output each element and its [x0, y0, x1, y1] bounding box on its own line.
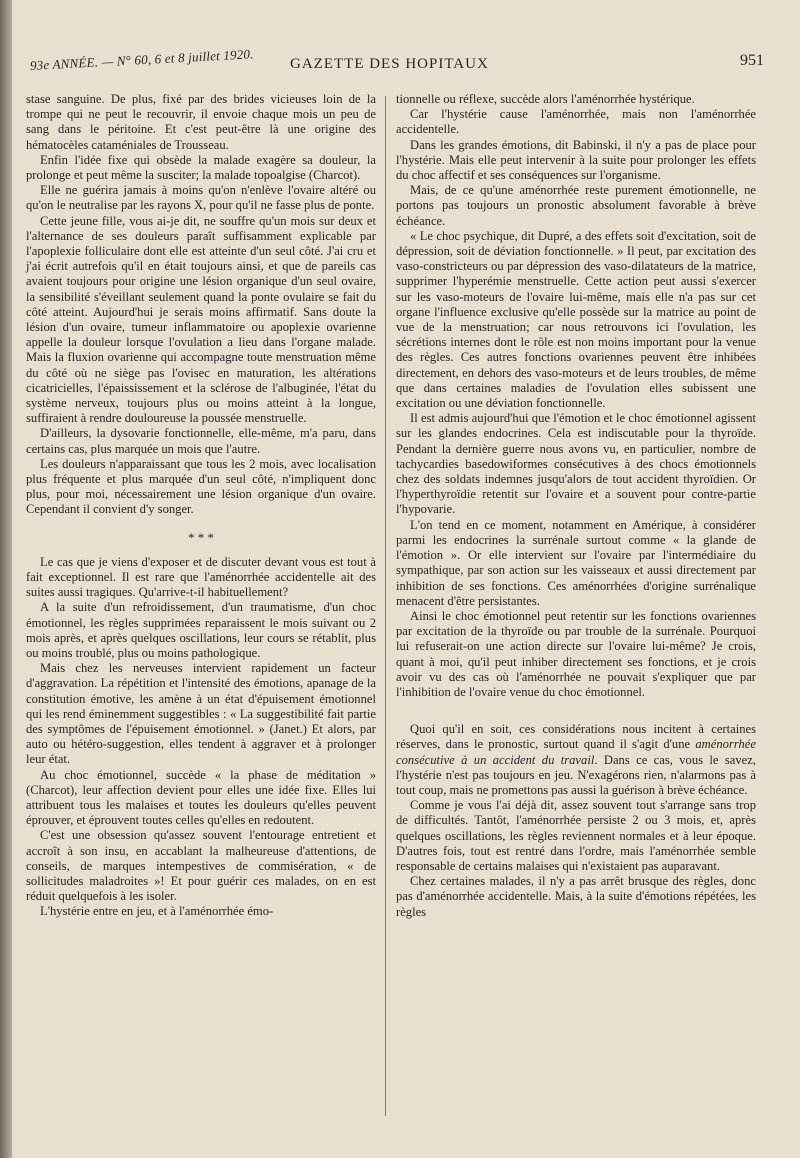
column-divider [385, 96, 386, 1116]
paragraph: Mais, de ce qu'une aménorrhée reste purement émotionnelle, ne portons pas toujours un pronostic absolument favorable à brève échéance. [396, 183, 756, 228]
paragraph: Cette jeune fille, vous ai-je dit, ne souffre qu'un mois sur deux et l'alternance de ses douleurs paraît suffisamment explicable par l'apoplexie folliculaire dont elle est atteinte d'un seul côté. J'ai cru et j'ai écrit autrefois qu'il en était toujours ainsi, et que de pareils cas avaient toujours pour origine une lésion organique d'un seul ovaire, la sensibilité s'éveillant seulement quand la ponte ovulaire se fait du côté atteint. Aujourd'hui je serais moins affirmatif. Sans doute la lésion d'un ovaire, tumeur inflammatoire ou apoplexie ovarienne appelle la douleur lorsque l'ovulation a lieu dans l'organe malade. Mais la fluxion ovarienne qui accompagne toute menstruation même du côté où ne siège pas l'ovisec en maturation, les altérations cicatricielles, l'épaississement et la sclérose de l'albuginée, l'état du système nerveux, toujours plus ou moins atteint à la longue, suffiraient à rendre douloureuse la poussée menstruelle. [26, 213, 376, 426]
text-run: . Dans ce cas, vous le savez, l'hystérie n'est pas toujours en jeu. N'exagérons rien, n'alarmons pas à tout coup, mais ne promettons pas aussi la guérison à brève échéance. [396, 752, 756, 797]
paragraph: D'ailleurs, la dysovarie fonctionnelle, elle-même, m'a paru, dans certains cas, plus marquée un mois que l'autre. [26, 426, 376, 456]
paragraph: A la suite d'un refroidissement, d'un traumatisme, d'un choc émotionnel, les règles supprimées reparaissent le mois suivant ou 2 mois après, et après quelques oscillations, leur cours se rétablit, plus ou moins troublé, plus ou moins pathologique. [26, 600, 376, 660]
emphasized-phrase: aménorrhée consécutive à un accident du travail [396, 737, 756, 767]
paragraph: C'est une obsession qu'assez souvent l'entourage entretient et accroît à son insu, en accablant la malheureuse d'attentions, de conseils, de marques intempestives de commisération, « de sollicitudes maladroites »! Et pour guérir ces malades, on en est réduit quelquefois à les isoler. [26, 828, 376, 904]
paragraph: Au choc émotionnel, succède « la phase de méditation » (Charcot), leur affection devient pour elles une idée fixe. Elles lui attribuent tous les malaises et toutes les douleurs qu'elles peuvent éprouver, et éprouvent toutes celles qu'elles en redoutent. [26, 767, 376, 828]
page-binding-shadow [0, 0, 12, 1158]
left-column [26, 92, 376, 920]
paragraph: Dans les grandes émotions, dit Babinski, il n'y a pas de place pour l'hystérie. Mais elle peut intervenir à la suite pour prolonger les effets du choc affectif et ses conséquences sur l'organisme. [396, 137, 756, 183]
text-run: Quoi qu'il en soit, ces considérations nous incitent à certaines réserves, dans le pronostic, surtout quand il s'agit d'une [396, 722, 756, 752]
issue-line: 93e ANNÉE. — N° 60, 6 et 8 juillet 1920. [29, 46, 254, 73]
paragraph: Le cas que je viens d'exposer et de discuter devant vous est tout à fait exceptionnel. Il est rare que l'aménorrhée accidentelle ait des suites aussi tragiques. Qu'arrive-t-il habituellement? [26, 554, 376, 600]
paragraph: Ainsi le choc émotionnel peut retentir sur les fonctions ovariennes par excitation de la thyroïde ou par trouble de la surrénale. Pourquoi lui refuserait-on une action directe sur l'ovaire lui-même? Je crois, quant à moi, qu'il peut inhiber directement ses fonctions, et je crois avoir vu des cas où l'aménorrhée ne pouvait s'expliquer que par l'inhibition de l'ovaire venue du choc émotionnel. [396, 608, 756, 699]
right-column [396, 92, 756, 920]
paragraph: Enfin l'idée fixe qui obsède la malade exagère sa douleur, la prolonge et peut même la susciter; la malade topoalgise (Charcot). [26, 152, 376, 183]
journal-title: GAZETTE DES HOPITAUX [290, 56, 489, 72]
paragraph: Mais chez les nerveuses intervient rapidement un facteur d'aggravation. La répétition et l'intensité des émotions, apanage de la constitution émotive, les amène à un état d'épuisement émotionnel qui les rend éminemment suggestibles : « La suggestibilité fait partie des symptômes de l'épuisement émotionnel. » (Janet.) Et alors, par auto ou hétéro-suggestion, elles tendent à aggraver et à prolonger leur état. [26, 661, 376, 767]
paragraph: tionnelle ou réflexe, succède alors l'aménorrhée hystérique. [396, 92, 695, 106]
paragraph: Il est admis aujourd'hui que l'émotion et le choc émotionnel agissent sur les glandes endocrines. Cela est indiscutable pour la thyroïde. Pendant la dernière guerre nous avons vu, en particulier, nombre de tachycardies basedowiformes consécutives à des chocs émotionnels chez des soldats indemnes jusqu'alors de tout accident thyroïdien. Or l'hyperthyroïdie retentit sur l'ovaire et a souvent pour contre-partie l'hypovarie. [396, 411, 756, 517]
section-separator: * * * [188, 529, 214, 545]
paragraph: Elle ne guérira jamais à moins qu'on n'enlève l'ovaire altéré ou qu'on le neutralise par les rayons X, pour qu'il ne fasse plus de ponte. [26, 183, 376, 213]
page-number: 951 [740, 52, 764, 69]
paragraph: Chez certaines malades, il n'y a pas arrêt brusque des règles, donc pas d'aménorrhée accidentelle. Mais, à la suite d'émotions répétées, les règles [396, 874, 756, 919]
paragraph: Car l'hystérie cause l'aménorrhée, mais non l'aménorrhée accidentelle. [396, 107, 756, 137]
paragraph: Comme je vous l'ai déjà dit, assez souvent tout s'arrange sans trop de difficultés. Tantôt, l'aménorrhée persiste 2 ou 3 mois, et, après quelques oscillations, les règles reviennent normales et à leur époque. D'autres fois, tout est rentré dans l'ordre, mais l'aménorrhée semble responsable de certains malaises qui n'existaient pas auparavant. [396, 798, 756, 873]
page-header [0, 44, 800, 80]
paragraph: « Le choc psychique, dit Dupré, a des effets soit d'excitation, soit de dépression, soit de déviation fonctionnelle. » Il peut, par excitation des vaso-constricteurs ou par dépression des vaso-dilatateurs de la matrice, supprimer l'hyperémie menstruelle. Cette action peut aussi s'exercer sur les vaso-moteurs de l'ovaire lui-même, mais elle n'a pas sur cet organe l'influence exclusive qu'elle possède sur la matrice au point de vue de la menstruation; car nous retrouvons ici l'ovulation, les sécrétions internes dont le rôle est non moins important pour la venue des règles. Ces autres fonctions ovariennes peuvent être inhibées directement, en dehors des vaso-moteurs et de leurs troubles, de même que dans certaines maladies de l'ovulation elles subissent une excitation ou une déviation fonctionnelle. [396, 228, 756, 411]
paragraph: stase sanguine. De plus, fixé par des brides vicieuses loin de la trompe qui ne peut le recouvrir, il envoie chaque mois un peu de sang dans le péritoine. Et c'est peut-être là une origine des hématocèles cataméniales de Trousseau. [26, 92, 376, 152]
paragraph: L'on tend en ce moment, notamment en Amérique, à considérer parmi les endocrines la surrénale surtout comme « la glande de l'émotion ». Or elle intervient sur l'ovaire par l'intermédiaire du sympathique, par son action sur les vaisseaux et aussi directement par inhibition de ses fonctions. Ces aménorrhées d'origine surrénalique menacent d'être persistantes. [396, 517, 756, 608]
paragraph: Les douleurs n'apparaissant que tous les 2 mois, avec localisation plus fréquente et plus marquée d'un seul côté, n'impliquent donc plus, pour moi, nécessairement une lésion organique d'un ovaire. Cependant il convient d'y songer. [26, 456, 376, 517]
paragraph: L'hystérie entre en jeu, et à l'aménorrhée émo- [40, 904, 274, 919]
paragraph [396, 722, 756, 798]
